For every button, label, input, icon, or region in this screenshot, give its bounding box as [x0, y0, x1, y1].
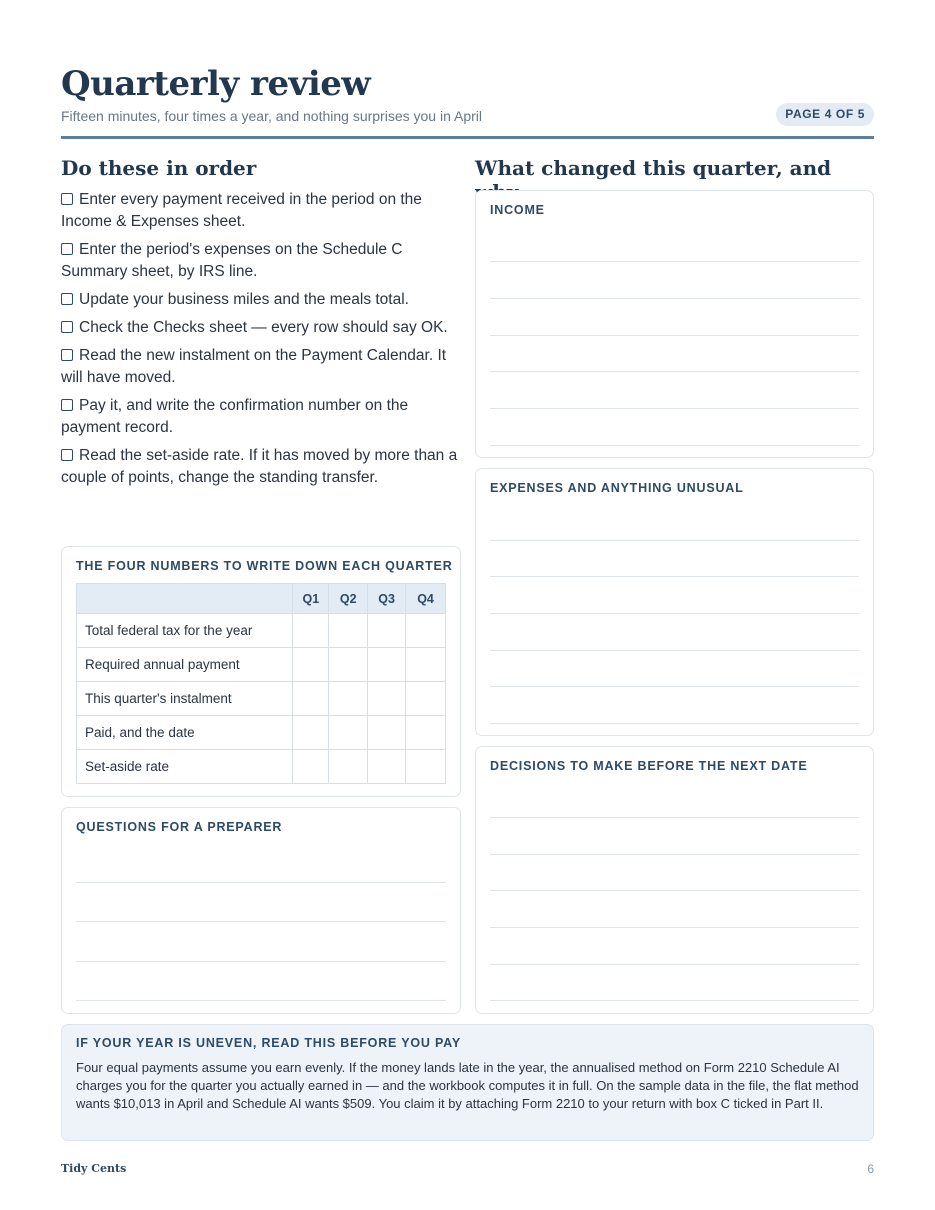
- page-badge: PAGE 4 OF 5: [776, 103, 874, 126]
- footer-page-number: 6: [867, 1162, 874, 1176]
- entry-cell[interactable]: [368, 716, 406, 750]
- checklist-item[interactable]: Update your business miles and the meals total.: [61, 289, 461, 311]
- checkbox-icon[interactable]: [61, 321, 73, 333]
- expenses-card-label: EXPENSES AND ANYTHING UNUSUAL: [490, 481, 744, 495]
- row-label: Set-aside rate: [77, 750, 293, 784]
- checklist-heading: Do these in order: [61, 156, 257, 180]
- column-header-q2: Q2: [329, 584, 368, 614]
- uneven-year-callout: [61, 1024, 874, 1141]
- page-title: Quarterly review: [61, 64, 371, 104]
- checklist-item[interactable]: Pay it, and write the confirmation number on the payment record.: [61, 397, 409, 436]
- writing-line: [76, 961, 446, 962]
- writing-line: [490, 576, 859, 577]
- checklist-item[interactable]: Check the Checks sheet — every row should say OK.: [61, 317, 461, 339]
- column-header-q3: Q3: [368, 584, 406, 614]
- entry-cell[interactable]: [406, 750, 446, 784]
- income-card-label: INCOME: [490, 203, 545, 217]
- entry-cell[interactable]: [406, 716, 446, 750]
- callout-label: IF YOUR YEAR IS UNEVEN, READ THIS BEFORE YOU PAY: [76, 1036, 461, 1050]
- numbers-card-label: THE FOUR NUMBERS TO WRITE DOWN EACH QUARTER: [76, 559, 453, 573]
- writing-line: [490, 1000, 859, 1001]
- table-row: [77, 716, 446, 750]
- writing-line: [76, 1000, 446, 1001]
- entry-cell[interactable]: [368, 648, 406, 682]
- entry-cell[interactable]: [293, 716, 329, 750]
- table-row: [77, 614, 446, 648]
- column-header-blank: [77, 584, 293, 614]
- entry-cell[interactable]: [293, 750, 329, 784]
- changes-heading: What changed this quarter, and: [475, 156, 832, 180]
- table-header-row: [77, 584, 446, 614]
- writing-line: [490, 335, 859, 336]
- footer-brand: Tidy Cents: [61, 1162, 127, 1175]
- checklist-item[interactable]: Enter every payment received in the period on the Income & Expenses sheet.: [61, 191, 422, 230]
- table-row: [77, 750, 446, 784]
- header-rule: [61, 136, 874, 139]
- writing-line: [490, 261, 859, 262]
- column-header-q1: Q1: [293, 584, 329, 614]
- table-row: [77, 682, 446, 716]
- checkbox-icon[interactable]: [61, 349, 73, 361]
- entry-cell[interactable]: [368, 682, 406, 716]
- checklist-item[interactable]: Read the new instalment on the Payment Calendar. It will have moved.: [61, 347, 447, 386]
- entry-cell[interactable]: [293, 682, 329, 716]
- checkbox-icon[interactable]: [61, 449, 73, 461]
- callout-text: Four equal payments assume you earn evenly. If the money lands late in the year, the annualised method on Form 2210 Schedule AI charges you for the quarter you actually earned in — and the workbook computes it in full. On the sample data in the file, the flat method wants $10,013 in April and Schedule AI wants $509. You claim it by attaching Form 2210 to your return with box C ticked in Part II.: [76, 1060, 859, 1111]
- checkbox-icon[interactable]: [61, 399, 73, 411]
- checklist-item[interactable]: Enter the period's expenses on the Schedule C Summary sheet, by IRS line.: [61, 241, 403, 280]
- questions-card-label: QUESTIONS FOR A PREPARER: [76, 820, 283, 834]
- decisions-card-label: DECISIONS TO MAKE BEFORE THE NEXT DATE: [490, 759, 808, 773]
- writing-line: [490, 613, 859, 614]
- writing-line: [490, 408, 859, 409]
- expenses-card[interactable]: [475, 468, 874, 736]
- writing-line: [490, 298, 859, 299]
- checklist-item[interactable]: Read the set-aside rate. If it has moved by more than a couple of points, change the standing transfer.: [61, 447, 458, 486]
- entry-cell[interactable]: [329, 648, 368, 682]
- entry-cell[interactable]: [293, 648, 329, 682]
- worksheet-page: [61, 0, 874, 1210]
- table-row: [77, 648, 446, 682]
- entry-cell[interactable]: [329, 750, 368, 784]
- checkbox-icon[interactable]: [61, 243, 73, 255]
- column-header-q4: Q4: [406, 584, 446, 614]
- row-label: Total federal tax for the year: [77, 614, 293, 648]
- entry-cell[interactable]: [406, 614, 446, 648]
- writing-line: [490, 854, 859, 855]
- writing-line: [490, 890, 859, 891]
- writing-line: [490, 371, 859, 372]
- page-subtitle: Fifteen minutes, four times a year, and nothing surprises you in April: [61, 108, 482, 124]
- writing-line: [490, 964, 859, 965]
- entry-cell[interactable]: [368, 750, 406, 784]
- entry-cell[interactable]: [293, 614, 329, 648]
- row-label: Paid, and the date: [77, 716, 293, 750]
- row-label: Required annual payment: [77, 648, 293, 682]
- questions-card[interactable]: [61, 807, 461, 1014]
- numbers-table: [76, 583, 446, 784]
- entry-cell[interactable]: [406, 682, 446, 716]
- writing-line: [490, 686, 859, 687]
- checkbox-icon[interactable]: [61, 193, 73, 205]
- writing-line: [490, 540, 859, 541]
- numbers-card: [61, 546, 461, 797]
- writing-line: [490, 723, 859, 724]
- writing-line: [76, 882, 446, 883]
- writing-line: [490, 445, 859, 446]
- entry-cell[interactable]: [368, 614, 406, 648]
- writing-line: [490, 650, 859, 651]
- entry-cell[interactable]: [406, 648, 446, 682]
- writing-line: [76, 921, 446, 922]
- entry-cell[interactable]: [329, 614, 368, 648]
- entry-cell[interactable]: [329, 716, 368, 750]
- writing-line: [490, 817, 859, 818]
- decisions-card[interactable]: [475, 746, 874, 1014]
- checkbox-icon[interactable]: [61, 293, 73, 305]
- income-card[interactable]: [475, 190, 874, 458]
- row-label: This quarter's instalment: [77, 682, 293, 716]
- writing-line: [490, 927, 859, 928]
- entry-cell[interactable]: [329, 682, 368, 716]
- checklist: [61, 189, 461, 495]
